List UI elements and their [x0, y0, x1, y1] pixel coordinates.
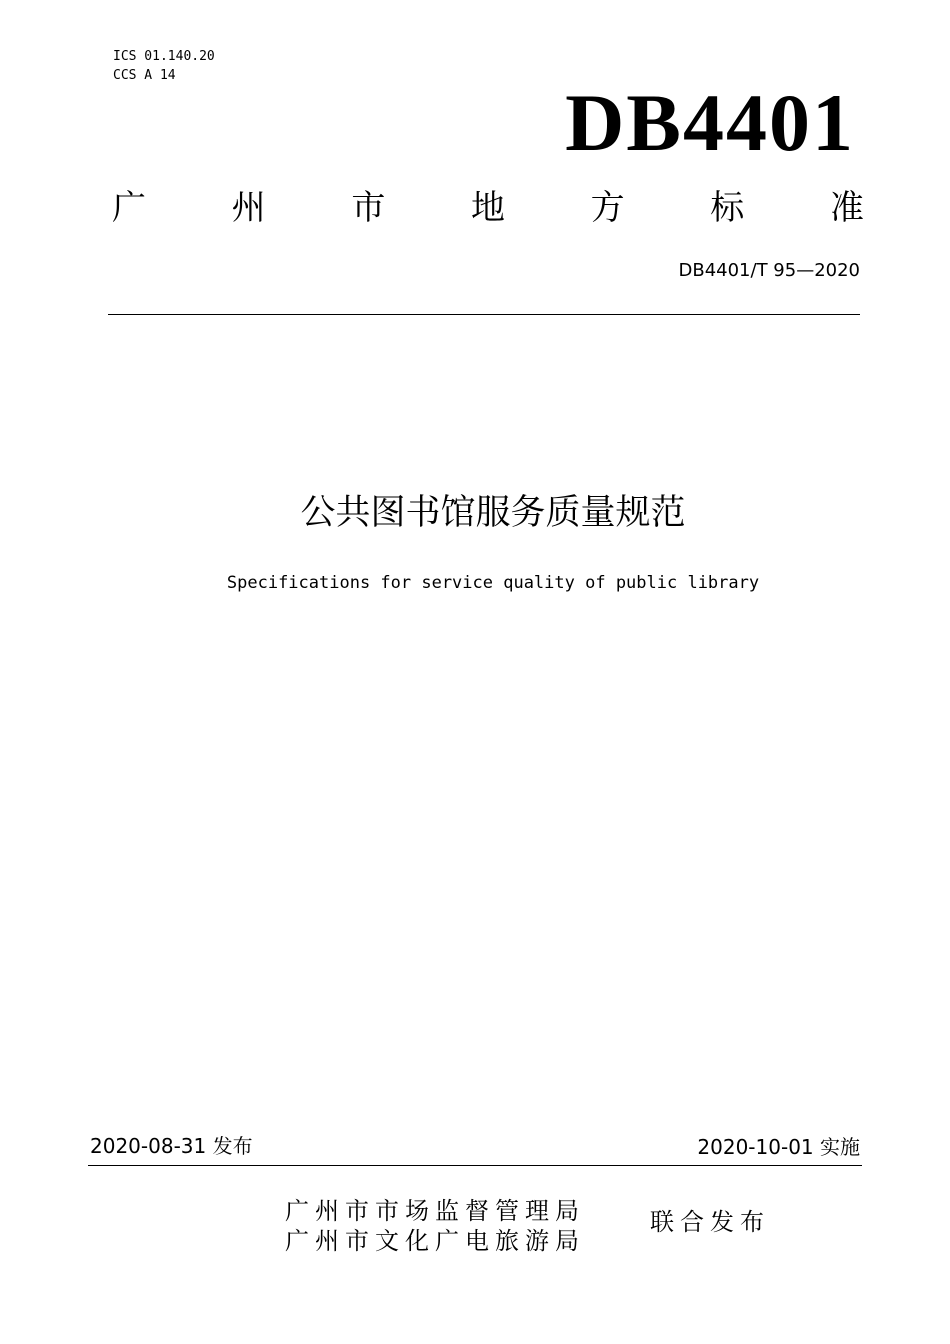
standard-type	[112, 186, 864, 230]
standard-type-char: 地	[470, 188, 505, 228]
document-title: 公共图书馆服务质量规范	[300, 493, 686, 533]
document-title-english: Specifications for service quality of public library	[226, 573, 760, 593]
standard-type-char: 准	[829, 188, 864, 228]
classification-codes	[113, 47, 215, 85]
implement-date: 2020-10-01 实施	[697, 1135, 860, 1159]
issuing-authorities	[285, 1196, 585, 1256]
ics-code: ICS 01.140.20	[113, 49, 215, 64]
joint-release-label: 联合发布	[650, 1208, 770, 1236]
header-divider	[108, 314, 860, 315]
standard-type-char: 方	[590, 188, 625, 228]
issuer: 广州市文化广电旅游局	[285, 1227, 585, 1255]
publish-date: 2020-08-31 发布	[90, 1134, 253, 1158]
standard-number: DB4401/T 95—2020	[678, 260, 860, 281]
standard-code: DB4401	[565, 77, 855, 168]
issuer: 广州市市场监督管理局	[285, 1197, 585, 1225]
ccs-code: CCS A 14	[113, 68, 176, 83]
standard-type-char: 市	[351, 188, 386, 228]
standard-type-char: 标	[710, 188, 745, 228]
footer-divider	[88, 1165, 862, 1166]
standard-type-char: 州	[231, 188, 266, 228]
standard-type-char: 广	[112, 188, 146, 228]
